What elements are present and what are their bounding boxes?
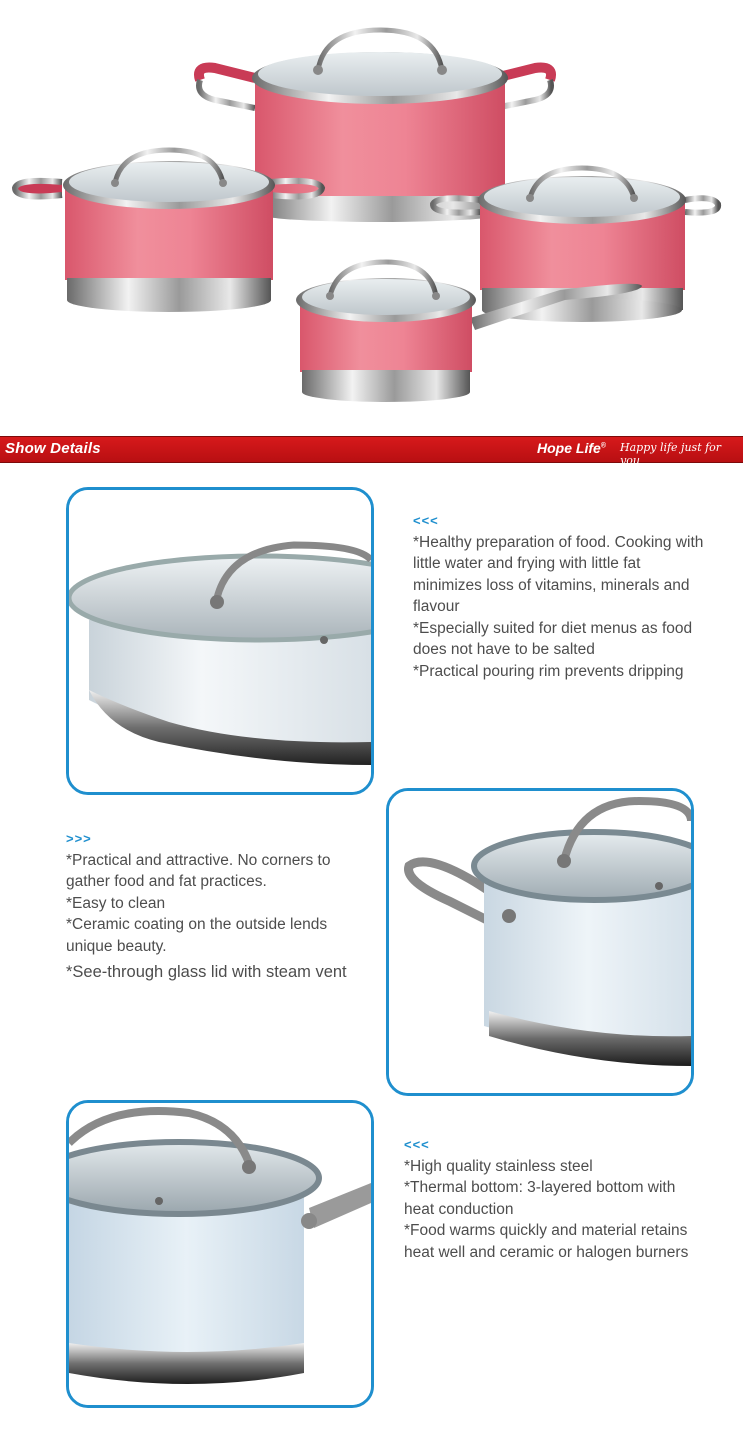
banner-title: Show Details — [5, 440, 101, 457]
detail-photo-pouring-rim — [66, 487, 374, 795]
feature-line: *See-through glass lid with steam vent — [66, 963, 347, 981]
brand-logo — [537, 440, 606, 456]
feature-line: *Especially suited for diet menus as food does not have to be salted — [413, 619, 693, 658]
feature-line: *High quality stainless steel — [404, 1157, 593, 1175]
feature-text-1 — [413, 510, 713, 682]
feature-line: *Healthy preparation of food. Cooking with little water and frying with little fat minimizes loss of vitamins, minerals and flavour — [413, 533, 704, 615]
feature-line: *Ceramic coating on the outside lends unique beauty. — [66, 916, 328, 955]
feature-line: *Practical and attractive. No corners to gather food and fat practices. — [66, 851, 331, 890]
brand-registered-mark: ® — [600, 442, 606, 450]
brand-name: Hope Life — [537, 440, 601, 456]
feature-line: *Practical pouring rim prevents dripping — [413, 662, 684, 680]
section-marker: <<< — [413, 513, 439, 528]
feature-line: *Food warms quickly and material retains heat well and ceramic or halogen burners — [404, 1222, 689, 1261]
hero-product-image — [0, 0, 743, 420]
section-marker: >>> — [66, 831, 92, 846]
feature-line: *Thermal bottom: 3-layered bottom with heat conduction — [404, 1179, 676, 1218]
brand-slogan: Happy life just for you — [620, 441, 722, 467]
detail-photo-thermal-bottom — [66, 1100, 374, 1408]
section-marker: <<< — [404, 1137, 430, 1152]
feature-text-2 — [66, 828, 356, 985]
feature-text-3 — [404, 1134, 704, 1263]
detail-photo-glass-lid — [386, 788, 694, 1096]
show-details-banner — [0, 436, 743, 467]
feature-line: *Easy to clean — [66, 894, 166, 912]
